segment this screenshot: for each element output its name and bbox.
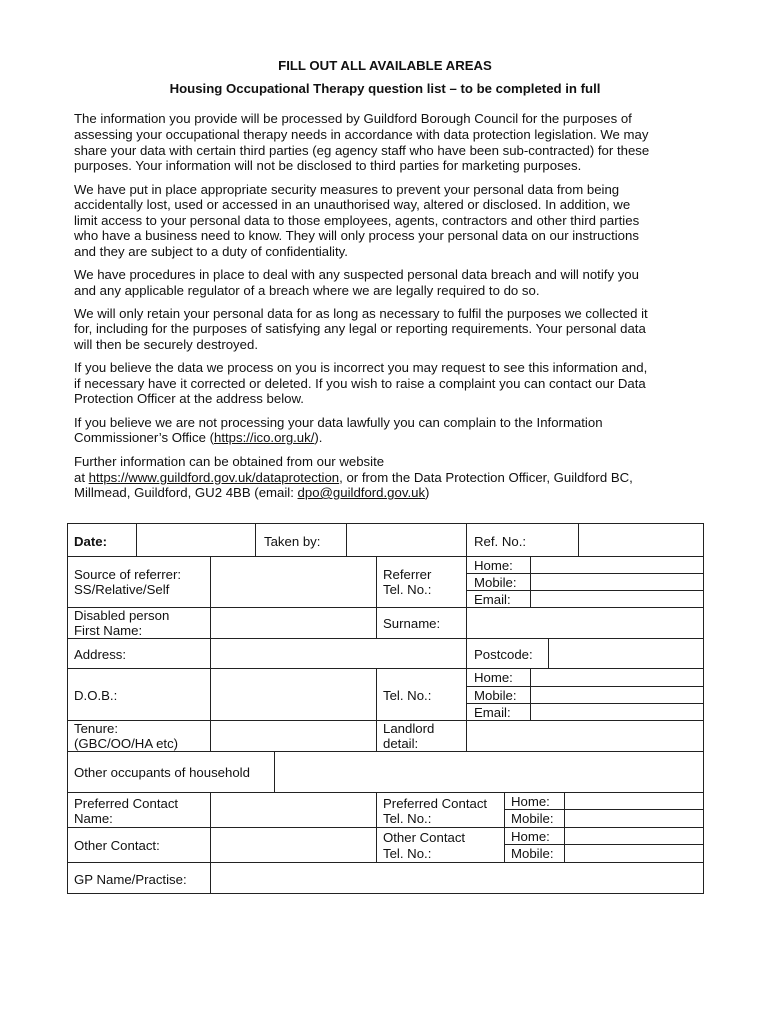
intro-p1-line-2: assessing your occupational therapy needs in accordance with data protection legislation. We may [74,127,649,142]
referrer-mobile-field[interactable] [531,574,703,590]
tenure-label-1: Tenure: [74,721,118,736]
intro-p6-line-2 [74,430,322,446]
gp-name-field[interactable] [211,863,703,893]
source-referrer-field[interactable] [211,557,376,607]
gp-name-label: GP Name/Practise: [74,872,187,887]
other-home-field[interactable] [565,828,703,844]
other-contact-tel-label-1: Other Contact [383,830,466,845]
other-contact-field[interactable] [211,828,376,862]
intro-p4-line-1: We will only retain your personal data for as long as necessary to fulfil the purposes we collected it [74,306,648,321]
client-home-field[interactable] [531,669,703,686]
other-contact-label: Other Contact: [74,838,160,853]
other-occupants-label: Other occupants of household [74,765,250,780]
intro-p5-line-1: If you believe the data we process on you is incorrect you may request to see this information and, [74,360,648,375]
first-name-label-2: First Name: [74,623,143,638]
intro-p7-text: at [74,470,89,485]
dob-field[interactable] [211,669,376,720]
taken-by-field[interactable] [347,524,466,556]
intro-p7-text-mid: , or from the Data Protection Officer, Guildford BC, [339,470,633,485]
intro-p7-text-2: Millmead, Guildford, GU2 4BB (email: [74,485,298,500]
client-mobile-field[interactable] [531,687,703,703]
intro-p5-line-3: Protection Officer at the address below. [74,391,304,406]
intro-p7-text-end: ) [425,485,430,500]
preferred-contact-tel-label-2: Tel. No.: [383,811,432,826]
intro-p1-line-4: purposes. Your information will not be disclosed to third parties for marketing purposes. [74,158,582,173]
referrer-tel-label-1: Referrer [383,567,432,582]
date-label: Date: [74,534,107,549]
intro-p3-line-1: We have procedures in place to deal with any suspected personal data breach and will notify you [74,267,639,282]
date-field[interactable] [137,524,255,556]
intro-p4-line-2: for, including for the purposes of satisfying any legal or reporting requirements. Your personal data [74,321,646,336]
page-subtitle: Housing Occupational Therapy question list – to be completed in full [169,81,601,96]
referrer-mobile-label: Mobile: [474,575,517,590]
tenure-label-2: (GBC/OO/HA etc) [74,736,179,751]
intro-p1-line-1: The information you provide will be processed by Guildford Borough Council for the purposes of [74,111,632,126]
page-title: FILL OUT ALL AVAILABLE AREAS [278,58,492,73]
referrer-home-field[interactable] [531,557,703,573]
landlord-field[interactable] [467,721,703,751]
address-field[interactable] [211,639,466,668]
first-name-label-1: Disabled person [74,608,170,623]
referrer-email-field[interactable] [531,591,703,607]
intro-p2-line-3: limit access to your personal data to those employees, agents, contractors and other third parties [74,213,640,228]
col-divider [376,668,377,752]
intro-p3-line-2: and any applicable regulator of a breach where we are legally required to do so. [74,283,540,298]
surname-label: Surname: [383,616,441,631]
postcode-field[interactable] [549,639,703,668]
other-home-label: Home: [511,829,550,844]
col-divider [376,556,377,639]
intro-p7-line-1: Further information can be obtained from our website [74,454,385,469]
ref-no-field[interactable] [579,524,703,556]
address-label: Address: [74,647,127,662]
intro-p6-text-end: ). [314,430,323,445]
preferred-home-label: Home: [511,794,550,809]
preferred-home-field[interactable] [565,793,703,809]
col-divider [504,792,505,863]
ico-link[interactable]: https://ico.org.uk/ [213,430,315,445]
referrer-email-label: Email: [474,592,511,607]
ref-no-label: Ref. No.: [474,534,527,549]
table-border-bottom [67,893,704,894]
intro-p2-line-1: We have put in place appropriate security measures to prevent your personal data from being [74,182,620,197]
intro-p1-line-3: share your data with certain third parties (eg agency staff who have been sub-contracted) for these [74,143,650,158]
client-home-label: Home: [474,670,513,685]
other-mobile-label: Mobile: [511,846,554,861]
preferred-mobile-label: Mobile: [511,811,554,826]
intro-p5-line-2: if necessary have it corrected or deleted. If you wish to raise a complaint you can contact our Data [74,376,646,391]
postcode-label: Postcode: [474,647,533,662]
table-border-left [67,523,68,894]
dpo-email-link[interactable]: dpo@guildford.gov.uk [297,485,426,500]
dob-label: D.O.B.: [74,688,118,703]
table-border-right [703,523,704,894]
intro-p7-line-2 [74,470,633,486]
surname-field[interactable] [467,608,703,638]
preferred-contact-tel-label-1: Preferred Contact [383,796,488,811]
col-divider [376,792,377,863]
client-mobile-label: Mobile: [474,688,517,703]
landlord-label-2: detail: [383,736,419,751]
tel-no-label: Tel. No.: [383,688,432,703]
other-mobile-field[interactable] [565,845,703,862]
client-email-field[interactable] [531,704,703,720]
taken-by-label: Taken by: [264,534,321,549]
referrer-tel-label-2: Tel. No.: [383,582,432,597]
client-email-label: Email: [474,705,511,720]
source-referrer-label-1: Source of referrer: [74,567,182,582]
tenure-field[interactable] [211,721,376,751]
preferred-contact-name-label-1: Preferred Contact [74,796,179,811]
other-occupants-field[interactable] [275,752,703,792]
first-name-field[interactable] [211,608,376,638]
intro-p6-text: Commissioner’s Office ( [74,430,214,445]
intro-p2-line-4: who have a business need to know. They will only process your personal data on our instructions [74,228,639,243]
preferred-contact-name-label-2: Name: [74,811,113,826]
intro-p2-line-2: accidentally lost, used or accessed in an unauthorised way, altered or disclosed. In addition, we [74,197,631,212]
landlord-label-1: Landlord [383,721,435,736]
intro-p2-line-5: and they are subject to a duty of confidentiality. [74,244,348,259]
referrer-home-label: Home: [474,558,513,573]
source-referrer-label-2: SS/Relative/Self [74,582,170,597]
col-divider [255,523,256,557]
intro-p7-line-3 [74,485,429,501]
intro-p4-line-3: will then be securely destroyed. [74,337,258,352]
preferred-mobile-field[interactable] [565,810,703,827]
intro-p6-line-1: If you believe we are not processing your data lawfully you can complain to the Information [74,415,603,430]
preferred-contact-name-field[interactable] [211,793,376,827]
dataprotection-link[interactable]: https://www.guildford.gov.uk/dataprotection [88,470,340,485]
other-contact-tel-label-2: Tel. No.: [383,846,432,861]
